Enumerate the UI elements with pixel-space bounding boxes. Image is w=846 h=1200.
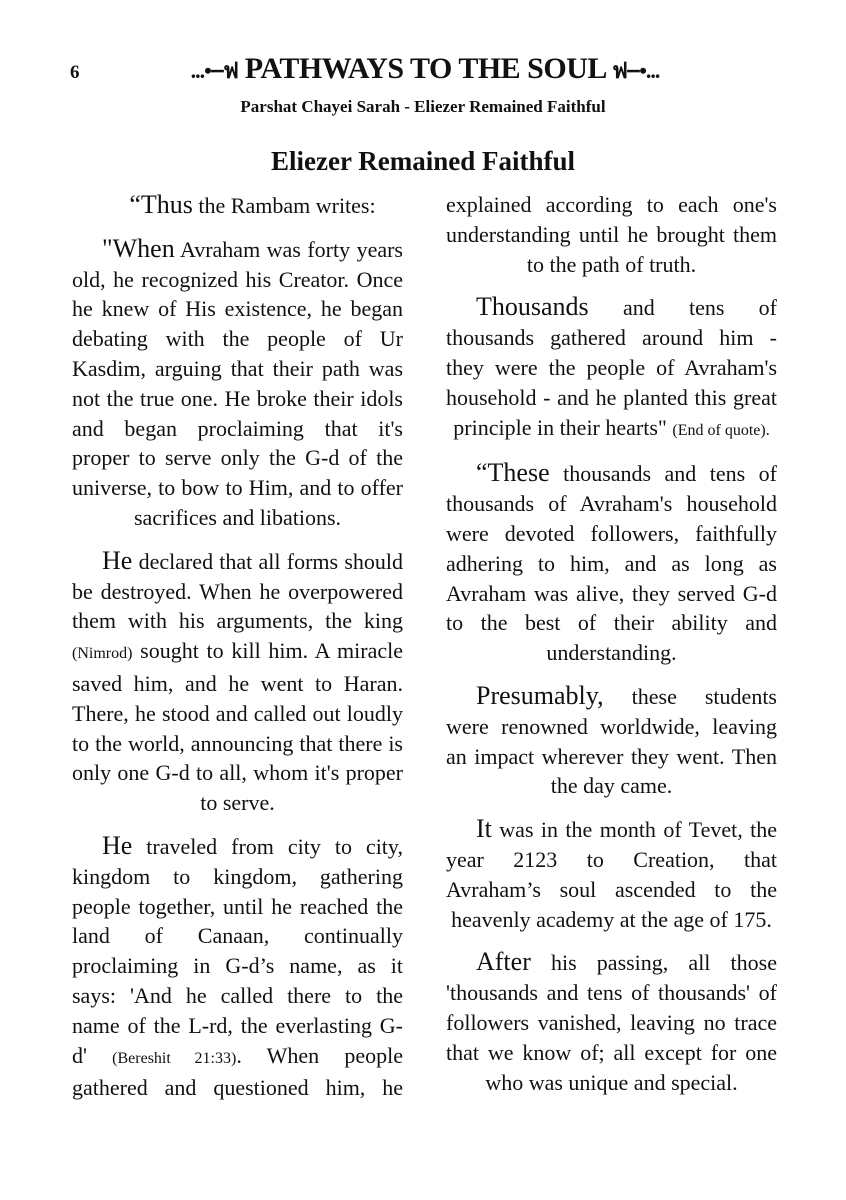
lead-word: After xyxy=(476,947,531,977)
lead-word: It xyxy=(476,814,492,844)
running-header xyxy=(130,52,720,89)
paragraph xyxy=(446,814,777,934)
ornament-right-icon: ฟ౼•... xyxy=(612,58,660,83)
paragraph-text: Avraham was forty years old, he recognized his Creator. Once he knew of His existence, he began debating with the people of Ur Kasdim, arguing that their path was not the true one. He broke their idols and began proclaiming that it's proper to serve only the G-d of the universe, to bow to Him, and to offer sacrifices and libations. xyxy=(72,236,403,530)
chapter-subtitle: Parshat Chayei Sarah - Eliezer Remained Faithful xyxy=(240,97,606,116)
paragraph xyxy=(72,190,403,221)
source-note: (Nimrod) xyxy=(72,645,133,663)
left-column xyxy=(72,190,403,1116)
paragraph-text: the Rambam writes: xyxy=(192,193,376,218)
paragraph xyxy=(72,234,403,533)
lead-word: He xyxy=(102,830,133,860)
lead-word: “Thus xyxy=(129,190,193,219)
lead-word: Presumably, xyxy=(476,680,604,710)
paragraph xyxy=(72,831,403,1103)
paragraph-text: these students were renowned worldwide, leaving an impact wherever they went. Then the day came. xyxy=(446,683,777,799)
paragraph-text: . When people gathered and questioned him, he xyxy=(72,1042,403,1101)
lead-word: Thousands xyxy=(476,292,589,322)
paragraph-text: and tens of thousands gathered around him - they were the people of Avraham's household - and he planted this great principle in their hearts" xyxy=(446,295,777,440)
paragraph-text: was in the month of Tevet, the year 2123 to Creation, that Avraham’s soul ascended to the heavenly academy at the age of 175. xyxy=(446,817,777,932)
ornament-left-icon: ...•౼ฟ xyxy=(190,58,238,83)
source-note: (End of quote). xyxy=(672,421,770,439)
lead-word: “These xyxy=(476,458,550,488)
source-note: (Bereshit 21:33) xyxy=(112,1049,237,1067)
paragraph-text: thousands and tens of thousands of Avraham's household were devoted followers, faithfully adhering to him, and as long as Avraham was alive, they served G-d to the best of their ability and understanding. xyxy=(446,461,777,666)
paragraph xyxy=(446,947,777,1097)
paragraph xyxy=(446,190,777,279)
paragraph-text: traveled from city to city, kingdom to kingdom, gathering people together, until he reached the land of Canaan, continually proclaiming in G-d’s name, as it says: 'And he called there to the name of the L-rd, the everlasting G-d' xyxy=(72,833,403,1068)
paragraph-text: explained according to each one's understanding until he brought them to the path of truth. xyxy=(446,192,777,277)
paragraph xyxy=(446,458,777,668)
paragraph-text: sought to kill him. A miracle saved him, and he went to Haran. There, he stood and called out loudly to the world, announcing that there is only one G-d to all, whom it's proper to serve. xyxy=(72,638,403,816)
paragraph xyxy=(446,292,777,445)
article-title: Eliezer Remained Faithful xyxy=(271,146,575,176)
paragraph xyxy=(72,546,403,818)
paragraph-text: declared that all forms should be destroyed. When he overpowered them with his arguments, the king xyxy=(72,548,403,634)
lead-word: He xyxy=(102,545,133,575)
book-title: PATHWAYS TO THE SOUL xyxy=(244,52,606,85)
right-column xyxy=(446,190,777,1110)
lead-word: "When xyxy=(102,233,175,263)
page-number: 6 xyxy=(70,62,80,83)
paragraph xyxy=(446,681,777,801)
paragraph-text: his passing, all those 'thousands and tens of thousands' of followers vanished, leaving no trace that we know of; all except for one who was unique and special. xyxy=(446,950,777,1095)
